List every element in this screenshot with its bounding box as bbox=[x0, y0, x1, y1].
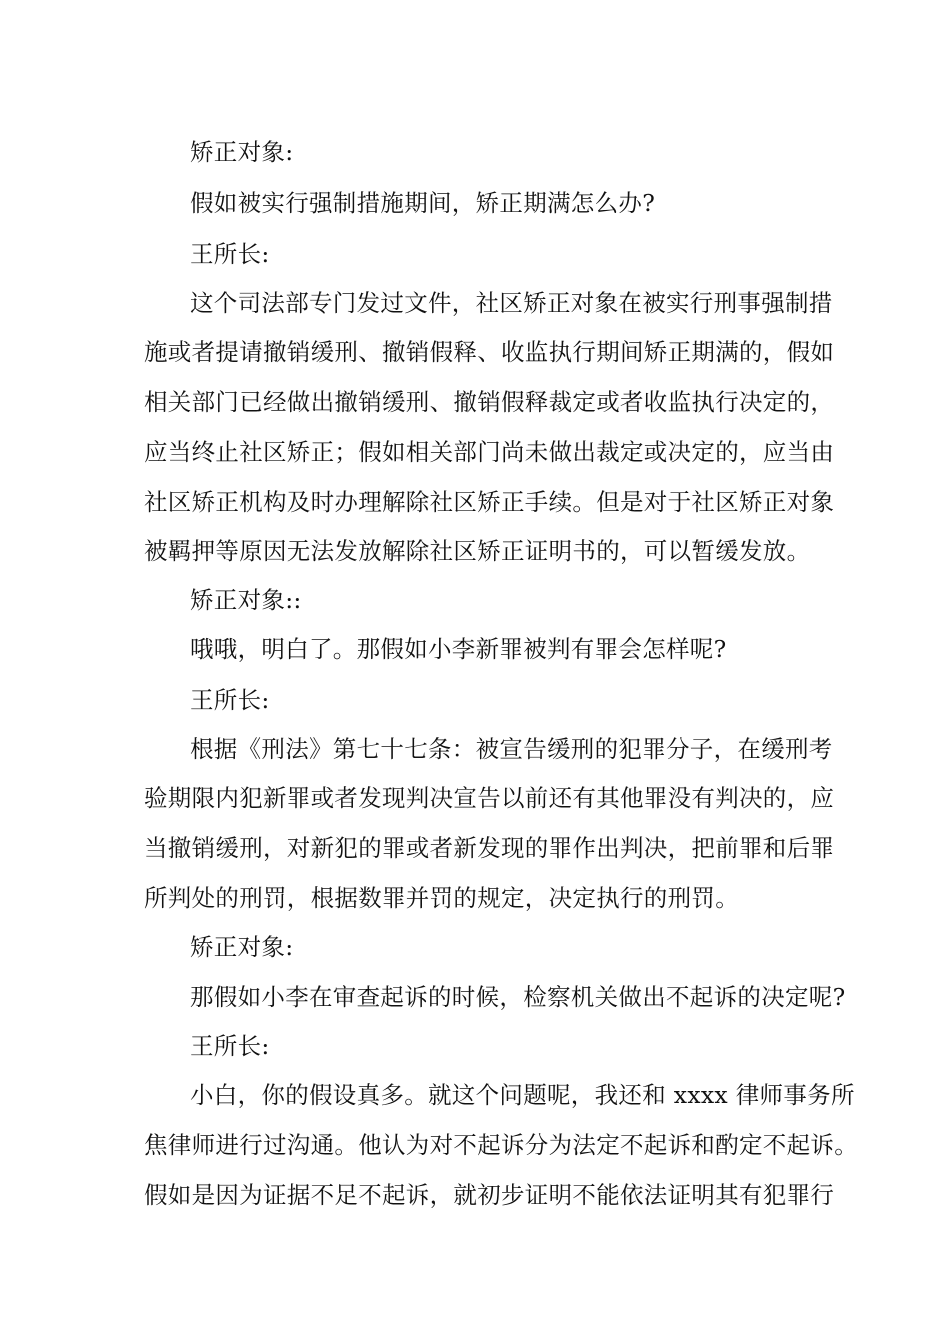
paragraph-line: 王所长: bbox=[190, 1032, 270, 1060]
paragraph-line: 相关部门已经做出撤销缓刑、撤销假释裁定或者收监执行决定的， bbox=[144, 388, 835, 416]
paragraph-line: 王所长: bbox=[190, 240, 270, 268]
paragraph-line: 矫正对象: bbox=[190, 933, 294, 961]
paragraph-line: 王所长: bbox=[190, 686, 270, 714]
paragraph-line: 根据《刑法》第七十七条：被宣告缓刑的犯罪分子，在缓刑考 bbox=[190, 735, 833, 763]
paragraph-line: 矫正对象:: bbox=[190, 586, 302, 614]
paragraph-line: 被羁押等原因无法发放解除社区矫正证明书的，可以暂缓发放。 bbox=[144, 537, 811, 565]
paragraph-line: 验期限内犯新罪或者发现判决宣告以前还有其他罪没有判决的，应 bbox=[144, 784, 835, 812]
paragraph-line: 社区矫正机构及时办理解除社区矫正手续。但是对于社区矫正对象 bbox=[144, 488, 835, 516]
paragraph-line: 这个司法部专门发过文件，社区矫正对象在被实行刑事强制措 bbox=[190, 289, 833, 317]
paragraph-line: 矫正对象: bbox=[190, 138, 294, 166]
paragraph-line: 施或者提请撤销缓刑、撤销假释、收监执行期间矫正期满的，假如 bbox=[144, 338, 835, 366]
paragraph-line: 那假如小李在审查起诉的时候，检察机关做出不起诉的决定呢? bbox=[190, 983, 846, 1011]
paragraph-line: 焦律师进行过沟通。他认为对不起诉分为法定不起诉和酌定不起诉。 bbox=[144, 1131, 858, 1159]
paragraph-line: 所判处的刑罚，根据数罪并罚的规定，决定执行的刑罚。 bbox=[144, 884, 739, 912]
paragraph-line: 哦哦，明白了。那假如小李新罪被判有罪会怎样呢? bbox=[190, 635, 727, 663]
paragraph-line: 假如是因为证据不足不起诉，就初步证明不能依法证明其有犯罪行 bbox=[144, 1181, 835, 1209]
paragraph-line: 小白，你的假设真多。就这个问题呢，我还和 xxxx 律师事务所 bbox=[190, 1081, 855, 1109]
paragraph-line: 假如被实行强制措施期间，矫正期满怎么办? bbox=[190, 189, 656, 217]
paragraph-line: 应当终止社区矫正；假如相关部门尚未做出裁定或决定的，应当由 bbox=[144, 438, 835, 466]
paragraph-line: 当撤销缓刑，对新犯的罪或者新发现的罪作出判决，把前罪和后罪 bbox=[144, 834, 835, 862]
